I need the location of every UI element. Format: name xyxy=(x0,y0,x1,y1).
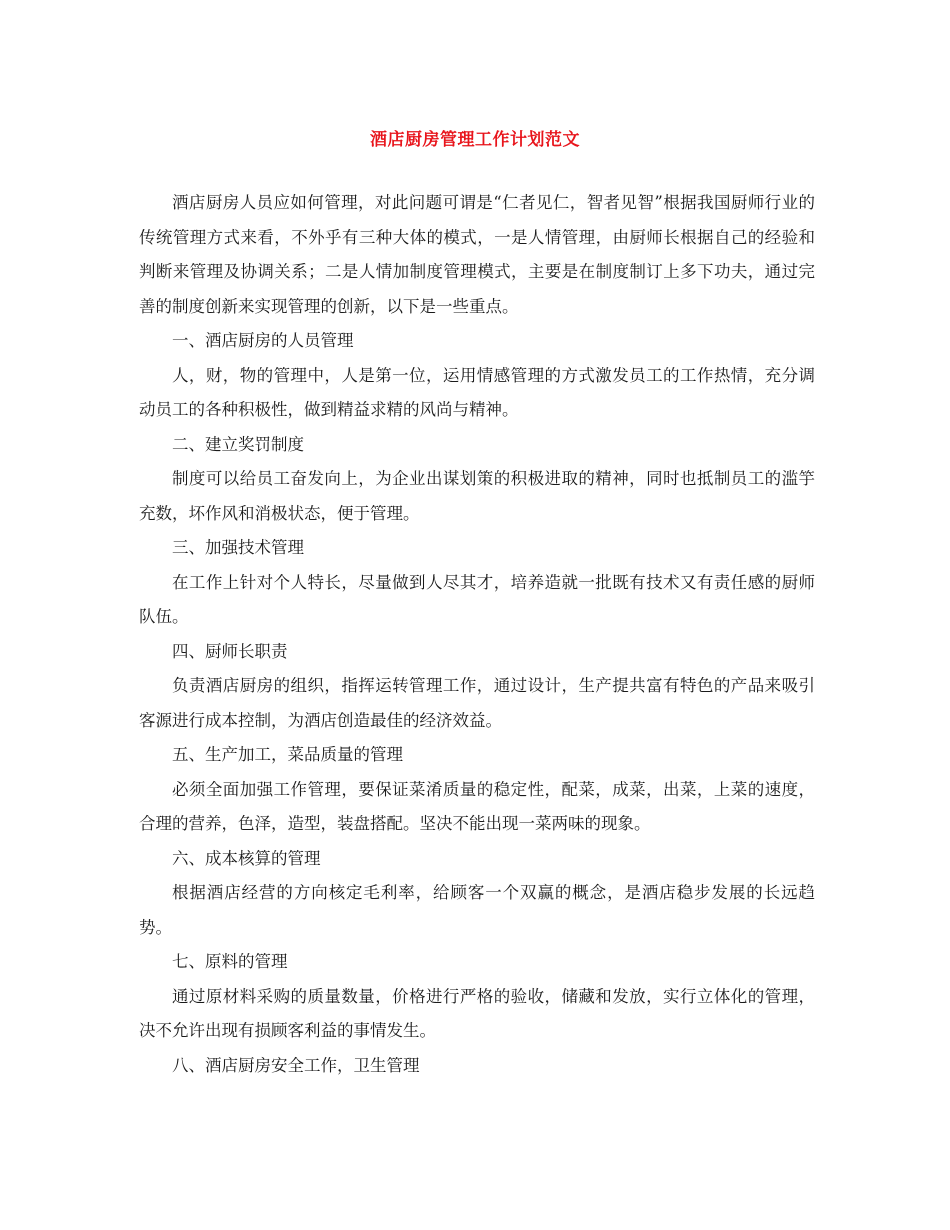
section-heading-1: 一、酒店厨房的人员管理 xyxy=(172,331,354,350)
section-heading-7: 七、原料的管理 xyxy=(172,952,288,971)
section-heading-6: 六、成本核算的管理 xyxy=(172,848,321,868)
section-body-1: 人，财，物的管理中，人是第一位，运用情感管理的方式激发员工的工作热情，充分调动员工的各种积极性，做到精益求精的风尚与精神。 xyxy=(139,365,815,419)
section-heading-3: 三、加强技术管理 xyxy=(172,538,304,557)
section-body-6: 根据酒店经营的方向核定毛利率，给顾客一个双赢的概念，是酒店稳步发展的长远趋势。 xyxy=(139,883,815,937)
section-heading-2: 二、建立奖罚制度 xyxy=(172,434,304,454)
section-body-5: 必须全面加强工作管理，要保证菜淆质量的稳定性，配菜，成菜，出菜，上菜的速度，合理的营养，色泽，造型，装盘搭配。坚决不能出现一菜两味的现象。 xyxy=(139,779,815,833)
section-heading-5: 五、生产加工，菜品质量的管理 xyxy=(172,745,403,764)
document-body xyxy=(139,186,815,1083)
section-heading-8: 八、酒店厨房安全工作，卫生管理 xyxy=(172,1055,420,1075)
section-body-3: 在工作上针对个人特长，尽量做到人尽其才，培养造就一批既有技术又有责任感的厨师队伍。 xyxy=(139,572,815,626)
intro-paragraph: 酒店厨房人员应如何管理，对此问题可谓是“仁者见仁，智者见智”根据我国厨师行业的传统管理方式来看，不外乎有三种大体的模式，一是人情管理，由厨师长根据自己的经验和判断来管理及协调关系；二是人情加制度管理模式，主要是在制度制订上多下功夫，通过完善的制度创新来实现管理的创新，以下是一些重点。 xyxy=(139,193,815,316)
document-title: 酒店厨房管理工作计划范文 xyxy=(370,130,580,150)
section-body-7: 通过原材料采购的质量数量，价格进行严格的验收，储藏和发放，实行立体化的管理，决不允许出现有损顾客利益的事情发生。 xyxy=(139,986,815,1040)
section-heading-4: 四、厨师长职责 xyxy=(172,641,288,661)
section-body-4: 负责酒店厨房的组织，指挥运转管理工作，通过设计，生产提共富有特色的产品来吸引客源进行成本控制，为酒店创造最佳的经济效益。 xyxy=(139,676,815,730)
section-body-2: 制度可以给员工奋发向上，为企业出谋划策的积极进取的精神，同时也抵制员工的滥竽充数，坏作风和消极状态，便于管理。 xyxy=(139,469,815,523)
